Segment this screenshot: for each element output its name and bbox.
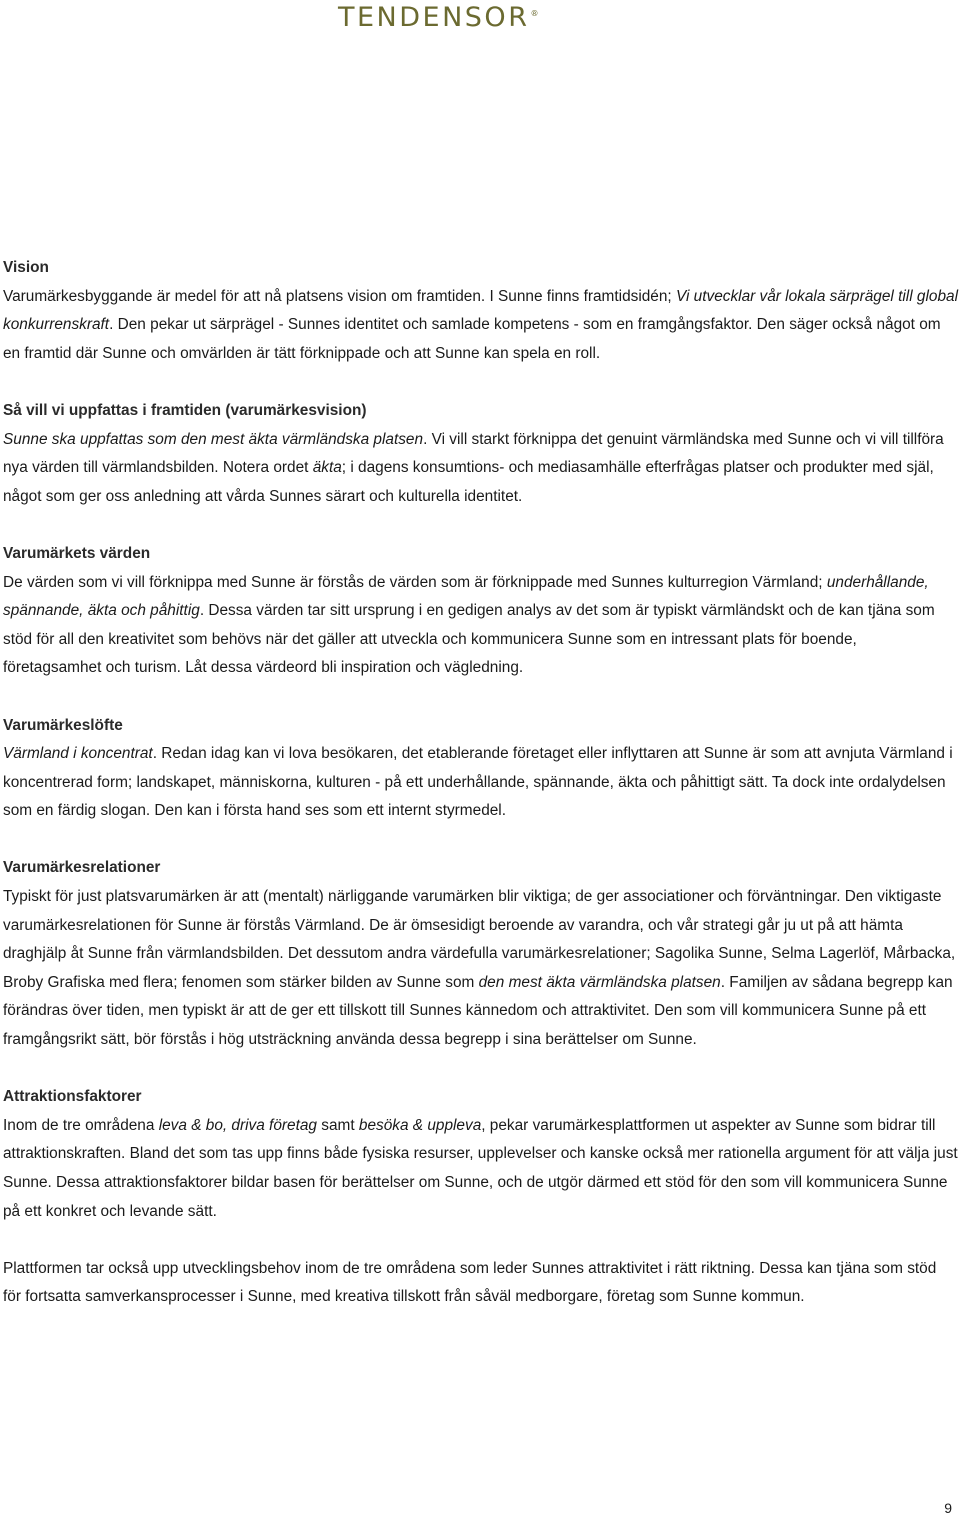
text-run: Typiskt för just platsvarumärken är att (mentalt) närliggande varumärken blir viktiga; de ger associationer och förväntningar. Den viktigaste varumärkesrelationen för Sunne är förstås Värmland. De är ömsesidigt beroende av varandra, och vår strategi går ju ut på att hämta draghjälp åt Sunne från värmlandsbilden. Det dessutom andra värdefulla varumärkesrelationer; Sagolika Sunne, Selma Lagerlöf, Mårbacka, Broby Grafiska med flera; fenomen som stärker bilden av Sunne som xyxy=(3,888,956,991)
text-run: Inom de tre områdena xyxy=(3,1116,159,1134)
section-varden xyxy=(3,540,958,683)
document-body xyxy=(3,254,958,1341)
text-run: . Dessa värden tar sitt ursprung i en gedigen analys av det som är typiskt värmländskt och de kan tjäna som stöd för all den kreativitet som behövs när det gäller att utveckla och kommunicera Sunne som en intressant plats för boende, företagsamhet och turism. Låt dessa värdeord bli inspiration och vägledning. xyxy=(3,602,935,677)
italic-run: Värmland i koncentrat xyxy=(3,745,153,763)
paragraph-relationer xyxy=(3,883,958,1055)
text-run: De värden som vi vill förknippa med Sunne är förstås de värden som är förknippade med Sunnes kulturregion Värmland; xyxy=(3,573,827,591)
italic-run: den mest äkta värmländska platsen xyxy=(478,973,721,991)
section-uppfattas xyxy=(3,397,958,511)
tendensor-logo xyxy=(338,2,538,33)
italic-run: leva & bo, driva företag xyxy=(158,1116,317,1134)
heading-uppfattas: Så vill vi uppfattas i framtiden (varumärkesvision) xyxy=(3,401,367,419)
italic-run: Vi utvecklar vår lokala särprägel till global konkurrenskraft xyxy=(3,287,958,334)
heading-vision: Vision xyxy=(3,259,49,276)
registered-mark: ® xyxy=(530,9,539,18)
paragraph-lofte xyxy=(3,740,958,826)
paragraph-attraktion xyxy=(3,1112,958,1226)
heading-relationer: Varumärkesrelationer xyxy=(3,859,161,877)
italic-run: Sunne ska uppfattas som den mest äkta värmländska platsen xyxy=(3,430,424,448)
page-number: 9 xyxy=(944,1500,952,1516)
paragraph-plattform: Plattformen tar också upp utvecklingsbehov inom de tre områdena som leder Sunnes attraktivitet i rätt riktning. Dessa kan tjäna som stöd för fortsatta samverkansprocesser i Sunne, med kreativa tillskott från såväl medborgare, företag som Sunne kommun. xyxy=(3,1259,937,1306)
italic-run: besöka & uppleva xyxy=(358,1116,482,1134)
heading-lofte: Varumärkeslöfte xyxy=(3,716,123,734)
text-run: Varumärkesbyggande är medel för att nå platsens vision om framtiden. I Sunne finns framtidsidén; xyxy=(3,287,676,305)
section-attraktion xyxy=(3,1083,958,1226)
text-run: . Vi vill starkt förknippa det genuint värmländska med Sunne och vi vill tillföra nya värden till värmlandsbilden. Notera ordet xyxy=(3,430,944,477)
text-run: samt xyxy=(316,1116,359,1134)
text-run: . Redan idag kan vi lova besökaren, det etablerande företaget eller inflyttaren att Sunne är som att avnjuta Värmland i koncentrerad form; landskapet, människorna, kulturen - på ett underhållande, spännande, äkta och påhittigt sätt. Ta dock inte ordalydelsen som en färdig slogan. Den kan i första hand ses som ett internt styrmedel. xyxy=(3,745,953,820)
text-run: , pekar varumärkesplattformen ut aspekter av Sunne som bidrar till attraktionskraften. Bland det som tas upp finns både fysiska resurser, upplevelser och kanske också mer rationella argument för att välja just Sunne. Dessa attraktionsfaktorer bildar basen för berättelser om Sunne, och de utgör därmed ett stöd för den som vill kommunicera Sunne på ett konkret och levande sätt. xyxy=(3,1116,958,1220)
paragraph-varden xyxy=(3,569,958,683)
paragraph-vision xyxy=(3,283,958,369)
section-vision xyxy=(3,254,958,368)
italic-run: underhållande, spännande, äkta och påhittig xyxy=(3,573,929,620)
section-lofte xyxy=(3,712,958,826)
text-run: . Familjen av sådana begrepp kan förändras över tiden, men typiskt är att de ger ett tillskott till Sunnes kännedom och attraktivitet. Den som vill kommunicera Sunne på ett framgångsrikt sätt, bör förstås i hög utsträckning använda dessa begrepp i sina berättelser om Sunne. xyxy=(3,973,953,1049)
text-run: ; i dagens konsumtions- och mediasamhälle efterfrågas platser och produkter med själ, något som ger oss anledning att vårda Sunnes särart och kulturella identitet. xyxy=(3,459,934,505)
paragraph-uppfattas xyxy=(3,426,958,512)
heading-varden: Varumärkets värden xyxy=(3,544,151,562)
text-run: . Den pekar ut särprägel - Sunnes identitet och samlade kompetens - som en framgångsfaktor. Den säger också något om en framtid där Sunne och omvärlden är tätt förknippade och att Sunne kan spela en roll. xyxy=(3,316,941,362)
italic-run: äkta xyxy=(312,459,342,477)
heading-attraktion: Attraktionsfaktorer xyxy=(3,1088,142,1106)
logo-text: TENDENSOR xyxy=(338,2,530,33)
section-plattform xyxy=(3,1255,958,1312)
section-relationer xyxy=(3,854,958,1054)
